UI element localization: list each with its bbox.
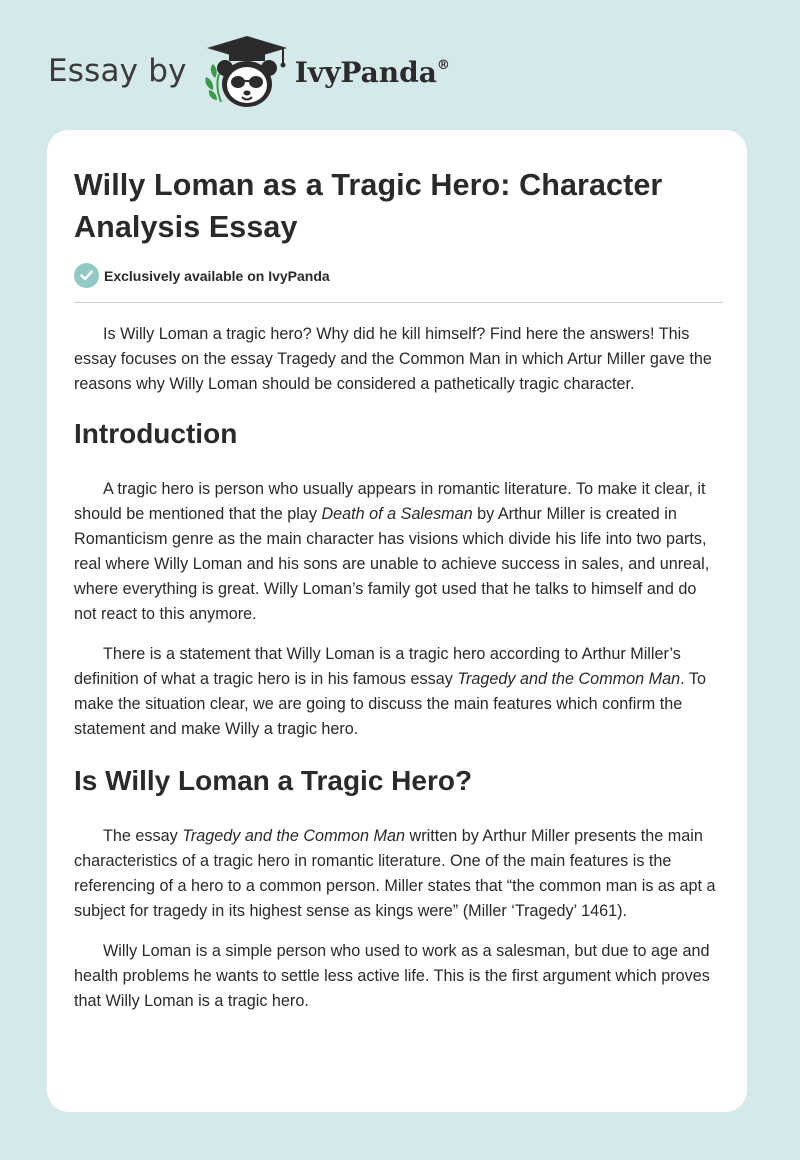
paragraph: There is a statement that Willy Loman is a tragic hero according to Arthur Miller’s definition of what a tragic hero is in his famous essay Tragedy and the Common Man. To make the situation clear, we are going to discuss the main features which confirm the statement and make Willy a tragic hero.: [74, 645, 706, 738]
article-body: [74, 322, 723, 1029]
essay-by-label: Essay by: [48, 53, 187, 89]
paragraph: A tragic hero is person who usually appears in romantic literature. To make it clear, it should be mentioned that the play Death of a Salesman by Arthur Miller is created in Romanticism genre as the main character has visions which divide his life into two parts, real where Willy Loman and his sons are unable to achieve success in sales, and unreal, where everything is great. Willy Loman’s family got used that he talks to himself and do not react to this anymore.: [74, 480, 710, 623]
essay-card: [47, 130, 747, 1112]
registered-mark: ®: [436, 57, 450, 73]
exclusive-label: Exclusively available on IvyPanda: [104, 267, 330, 284]
exclusive-badge: [74, 263, 330, 288]
paragraph: The essay Tragedy and the Common Man written by Arthur Miller presents the main characteristics of a tragic hero in romantic literature. One of the main features is the referencing of a hero to a common person. Miller states that “the common man is as apt a subject for tragedy in its highest sense as kings were” (Miller ‘Tragedy’ 1461).: [74, 827, 716, 920]
section-heading-tragic-hero: Is Willy Loman a Tragic Hero?: [74, 765, 473, 796]
brand-name[interactable]: IvyPanda®: [294, 55, 450, 89]
site-header: [48, 34, 748, 110]
checkmark-icon: [74, 263, 99, 288]
paragraph: Willy Loman is a simple person who used to work as a salesman, but due to age and health problems he wants to settle less active life. This is the first argument which proves that Willy Loman is a tragic hero.: [74, 942, 710, 1010]
section-heading-introduction: Introduction: [74, 418, 238, 449]
divider: [74, 302, 723, 303]
page-title: Willy Loman as a Tragic Hero: Character Analysis Essay: [74, 168, 663, 244]
intro-paragraph: Is Willy Loman a tragic hero? Why did he kill himself? Find here the answers! This essay focuses on the essay Tragedy and the Common Man in which Artur Miller gave the reasons why Willy Loman should be considered a pathetically tragic character.: [74, 325, 712, 393]
panda-logo-icon[interactable]: [201, 34, 293, 110]
